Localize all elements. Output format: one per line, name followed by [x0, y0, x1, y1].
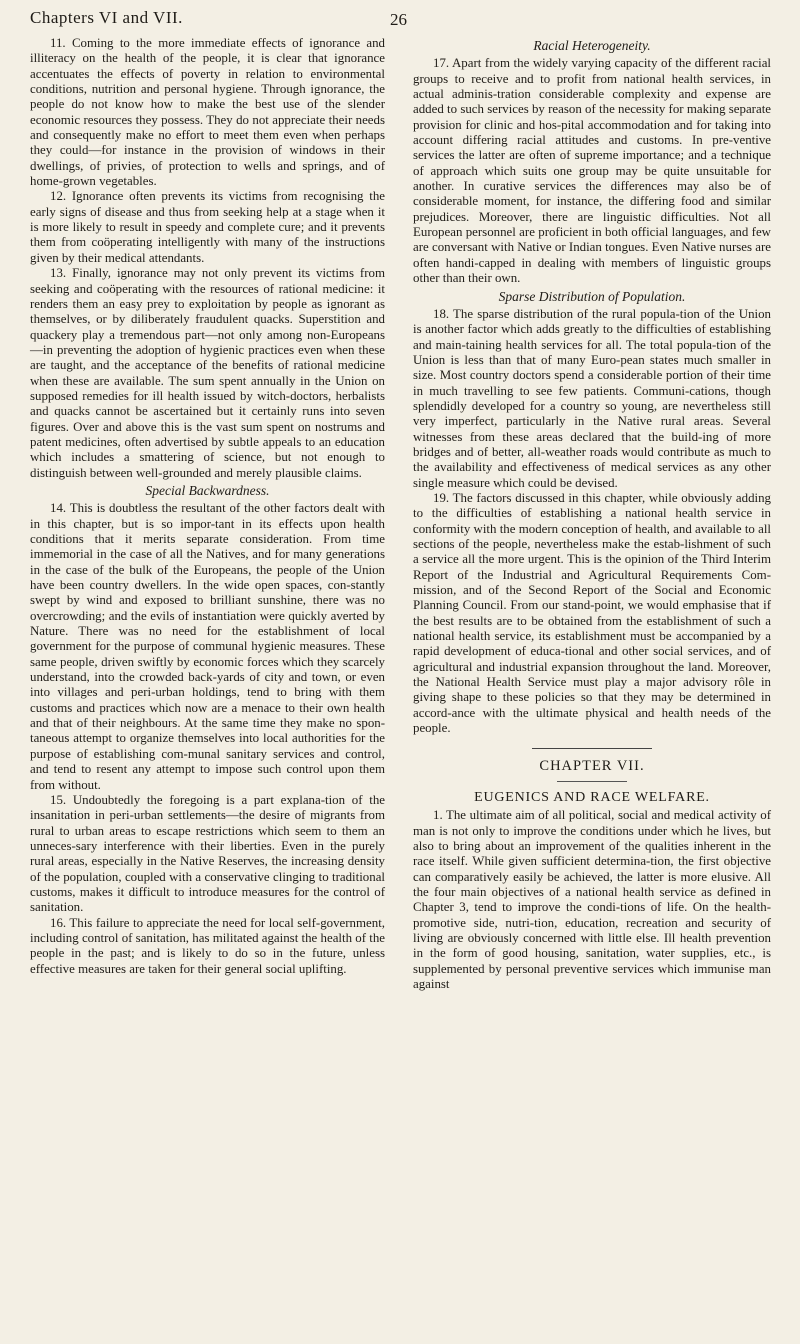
left-column [30, 36, 385, 977]
paragraph-16: 16. This failure to appreciate the need for local self-government, including control of sanitation, has militated against the health of the people in the past; and is likely to do so in the future, unless effective measures are taken for their general social uplifting. [30, 915, 385, 976]
right-column [413, 36, 771, 992]
running-head: Chapters VI and VII. [30, 8, 183, 27]
chapter-heading: CHAPTER VII. [539, 758, 645, 775]
paragraph-18: 18. The sparse distribution of the rural popula-tion of the Union is another factor which adds greatly to the difficulties of establishing and main-taining health services for all. The total popula-tion of the Union is less than that of many Euro-pean states much smaller in size. Most country doctors spend a considerable portion of their time in much travelling to see few patients. Communi-cations, though splendidly developed for a country so young, are nevertheless still very imperfect, particularly in the Native rural areas. Several witnesses from these areas declared that the build-ing of more bridges and of better, all-weather roads would contribute as much to the availability and effectiveness of medical services as any other single measure which could be devised. [413, 306, 771, 490]
paragraph-11: 11. Coming to the more immediate effects of ignorance and illiteracy on the health of the people, it is clear that ignorance accentuates the effects of poverty in relation to environmental conditions, nutrition and personal hygiene. Through ignorance, the people do not know how to make the best use of the slender economic resources they possess. They do not appreciate their needs and consequently make no effort to meet them even when perhaps they could—for instance in the provision of windows in their dwellings, of privies, of protection to wells and springs, and of home-grown vegetables. [30, 36, 385, 189]
paragraph-17: 17. Apart from the widely varying capacity of the different racial groups to receive and to profit from national health services, in actual adminis-tration considerable complexity and expense are added to such services by reason of the necessity for making separate provision for clinic and hos-pital accommodation and for taking into account differing racial attitudes and customs. In pre-ventive services the latter are often of supreme importance; and a technique of approach which suits one group may be quite unsuitable for another. In curative services the differences may also be of considerable moment, for instance, the differing food and similar prejudices. Moreover, there are linguistic difficulties. Not all European personnel are proficient in both official languages, and few are conversant with Native or Indian tongues. Even Native nurses are often handi-capped in dealing with members of linguistic groups other than their own. [413, 56, 771, 286]
paragraph-1: 1. The ultimate aim of all political, social and medical activity of man is not only to improve the conditions under which he lives, but also to bring about an improvement of the qualities inherent in the race itself. While given sufficient determina-tion, the first objective can comparatively easily be achieved, the latter is more elusive. All the four main objectives of a national health service as defined in Chapter 3, tend to improve the condi-tions of life. On the health-promotive side, nutri-tion, education, recreation and security of living are obviously concerned with little else. Ill health prevention in the form of good housing, sanitation, water supplies, etc., is supplemented by personal preventive services which immunise man against [413, 808, 771, 991]
page-header [0, 6, 800, 32]
page-number: 26 [390, 10, 407, 29]
paragraph-19: 19. The factors discussed in this chapter, while obviously adding to the difficulties of establishing a national health service in conformity with the modern conception of health, and available to all sections of the people, nevertheless make the estab-lishment of such a service all the more urgent. This is the opinion of the Third Interim Report of the Industrial and Agricultural Requirements Com-mission, and of the Second Report of the Social and Economic Planning Council. From our stand-point, we would emphasise that if the best results are to be obtained from the establishment of such a national health service, its establishment must be accompanied by a rapid development of educa-tional and other social services, and of agricultural and industrial expansion throughout the land. Moreover, the National Health Service must play a major advisory rôle in giving shape to these policies so that they may be determined in accord-ance with the ultimate physical and health needs of the people. [413, 490, 771, 736]
section-heading-sparse-distribution: Sparse Distribution of Population. [498, 288, 686, 304]
paragraph-12: 12. Ignorance often prevents its victims from recognising the early signs of disease and thus from seeking help at a stage when it is more likely to result in speedy and complete cure; and it prevents them from coöperating intelligently with many of the instructions given by their medical attendants. [30, 189, 385, 265]
paragraph-14: 14. This is doubtless the resultant of the other factors dealt with in this chapter, but is so impor-tant in its effects upon health conditions that it merits separate consideration. From time immemorial in the case of all the Natives, and for many generations in the case of the bulk of the Europeans, the people of the Union have been country dwellers. In the wide open spaces, con-stantly swept by wind and exposed to brilliant sunshine, there was no overcrowding; and the evils of instantiation were quickly averted by Nature. There was no need for the establishment of local government for the purpose of communal hygienic measures. These same people, driven swiftly by economic forces which they scarcely understand, into the crowded back-yards of city and town, or even into villages and peri-urban holdings, tend to bring with them customs and practices which now are a menace to their own health and that of their neighbours. At the same time they make no spon-taneous attempt to organize themselves into local authorities for the purpose of establishing com-munal sanitary services and control, and tend to resent any attempt to impose such control upon them from without. [30, 501, 385, 792]
section-heading-racial-heterogeneity: Racial Heterogeneity. [533, 38, 651, 53]
section-heading-special-backwardness: Special Backwardness. [145, 482, 270, 498]
chapter-divider [532, 748, 652, 749]
paragraph-15: 15. Undoubtedly the foregoing is a part explana-tion of the insanitation in peri-urban settlements—the desire of migrants from rural to urban areas to escape restrictions which seem to them an unneces-sary interference with their liberties. Even in the purely rural areas, especially in the Native Reserves, the increasing density of the population, coupled with a conservative clinging to traditional customs, makes it difficult to introduce measures for the control of sanitation. [30, 792, 385, 915]
chapter-heading-rule [557, 781, 627, 782]
chapter-title: EUGENICS AND RACE WELFARE. [474, 789, 710, 805]
paragraph-13: 13. Finally, ignorance may not only prevent its victims from seeking and coöperating with the resources of rational medicine: it renders them an easy prey to exploitation by people as ignorant as themselves, or by diliberately fraudulent quacks. Superstition and quackery play a tremendous part—not only among non-Europeans—in preventing the adoption of hygienic practices even when these are taught, and the acceptance of the benefits of rational medicine when these are available. The sum spent annually in the Union on supposed remedies for ill health issued by witch-doctors, herbalists and quacks cannot be ascertained but it certainly runs into seven figures. Over and above this is the vast sum spent on nostrums and patent medicines, often advertised by subtle appeals to an education which includes a smattering of science, but not enough to distinguish between well-grounded and merely plausible claims. [30, 266, 385, 480]
